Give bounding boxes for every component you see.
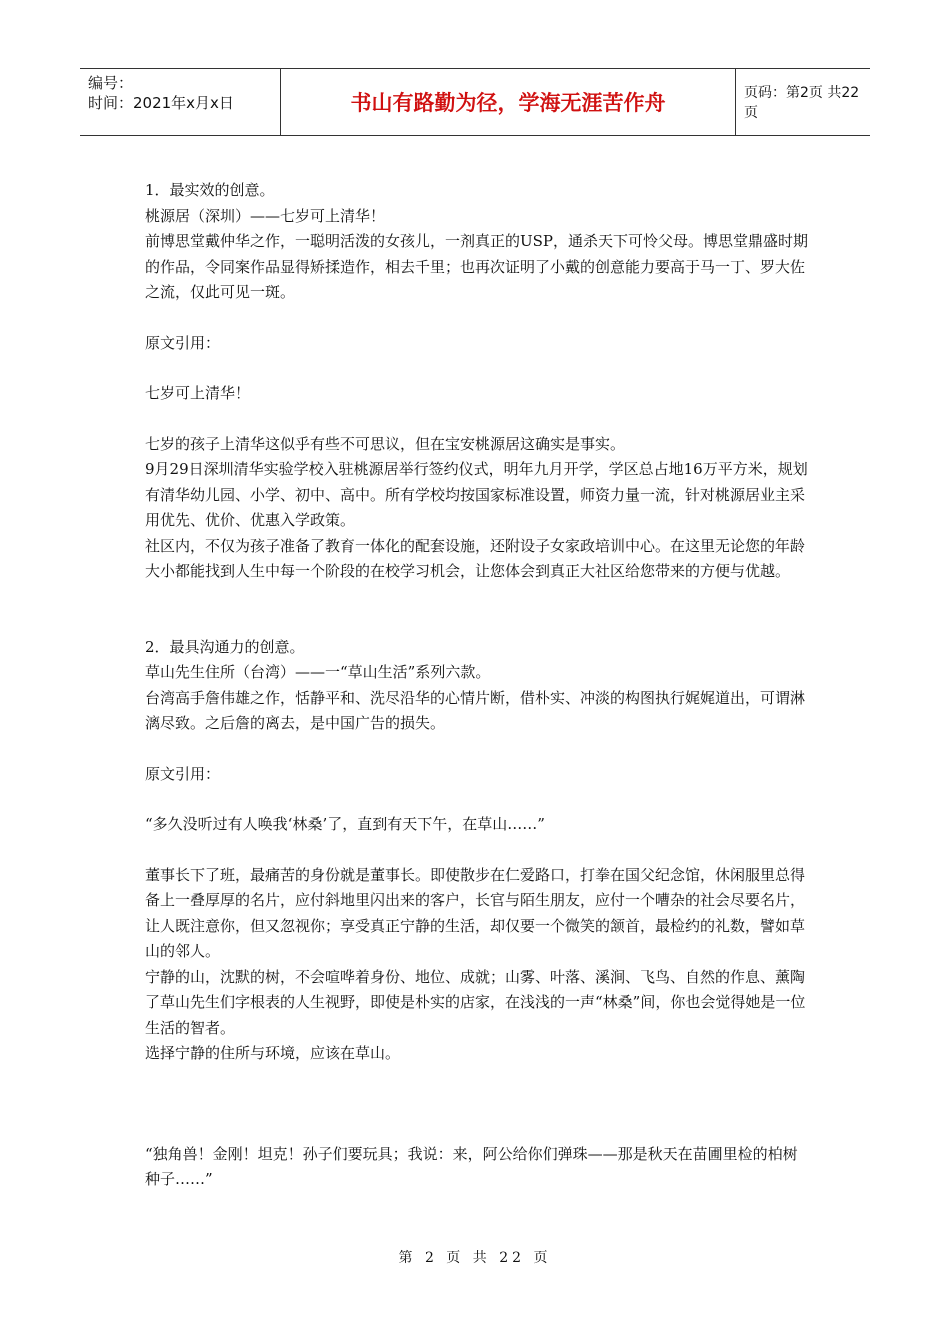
quote-label: 原文引用： bbox=[145, 333, 221, 352]
paragraph: 宁静的山，沈默的树，不会喧哗着身份、地位、成就；山雾、叶落、溪涧、飞鸟、自然的作息、薰陶了草山先生们字根表的人生视野，即使是朴实的店家，在浅浅的一声“林桑”间，你也会觉得她是一位生活的智者。 bbox=[145, 967, 806, 1037]
header-page-info: 页码：第2页 共22页 bbox=[744, 85, 860, 121]
quote-headline: “独角兽！金刚！坦克！孙子们要玩具；我说：来，阿公给你们弹珠——那是秋天在苗圃里检的柏树种子……” bbox=[145, 1144, 798, 1188]
paragraph: 社区内，不仅为孩子准备了教育一体化的配套设施，还附设子女家政培训中心。在这里无论您的年龄大小都能找到人生中每一个阶段的在校学习机会，让您体会到真正大社区给您带来的方便与优越。 bbox=[145, 536, 806, 580]
paragraph: 前博思堂戴仲华之作，一聪明活泼的女孩儿，一剂真正的USP，通杀天下可怜父母。博思堂鼎盛时期的作品，令同案作品显得矫揉造作，相去千里；也再次证明了小戴的创意能力要高于马一丁、罗大佐之流，仅此可见一斑。 bbox=[145, 232, 809, 301]
header-motto: 书山有路勤为径，学海无涯苦作舟 bbox=[281, 69, 736, 135]
date-line: 时间：2021年x月x日 bbox=[88, 94, 234, 112]
section-heading: 1．最实效的创意。 bbox=[145, 181, 275, 199]
page-footer: 第 2 页 共 22 页 bbox=[398, 1250, 552, 1266]
quote-headline: 七岁可上清华！ bbox=[145, 384, 251, 402]
quote-headline: “多久没听过有人唤我‘林桑’了，直到有天下午，在草山……” bbox=[145, 815, 545, 833]
paragraph: 选择宁静的住所与环境，应该在草山。 bbox=[145, 1044, 401, 1062]
project-title: 草山先生住所（台湾）——一“草山生活”系列六款。 bbox=[145, 663, 491, 681]
paragraph: 台湾高手詹伟雄之作，恬静平和、洗尽沿华的心情片断，借朴实、冲淡的构图执行娓娓道出，可谓淋漓尽致。之后詹的离去，是中国广告的损失。 bbox=[145, 688, 806, 732]
page-header bbox=[80, 68, 870, 136]
document-body bbox=[145, 178, 810, 1193]
paragraph: 七岁的孩子上清华这似乎有些不可思议，但在宝安桃源居这确实是事实。 bbox=[145, 434, 626, 453]
quote-label: 原文引用： bbox=[145, 764, 221, 783]
number-label: 编号： bbox=[88, 74, 134, 92]
paragraph: 9月29日深圳清华实验学校入驻桃源居举行签约仪式，明年九月开学，学区总占地16万平方米，规划有清华幼儿园、小学、初中、高中。所有学校均按国家标准设置，师资力量一流，针对桃源居业主采用优先、优价、优惠入学政策。 bbox=[145, 460, 808, 529]
section-heading: 2．最具沟通力的创意。 bbox=[145, 637, 305, 656]
project-title: 桃源居（深圳）——七岁可上清华！ bbox=[145, 206, 386, 225]
header-info-cell bbox=[80, 69, 281, 135]
paragraph: 董事长下了班，最痛苦的身份就是董事长。即使散步在仁爱路口，打拳在国父纪念馆，休闲服里总得备上一叠厚厚的名片，应付斜地里闪出来的客户，长官与陌生朋友，应付一个嘈杂的社会尽要名片，让人既注意你，但又忽视你；享受真正宁静的生活，却仅要一个微笑的颔首，最检约的礼数，譬如草山的邻人。 bbox=[145, 865, 806, 960]
